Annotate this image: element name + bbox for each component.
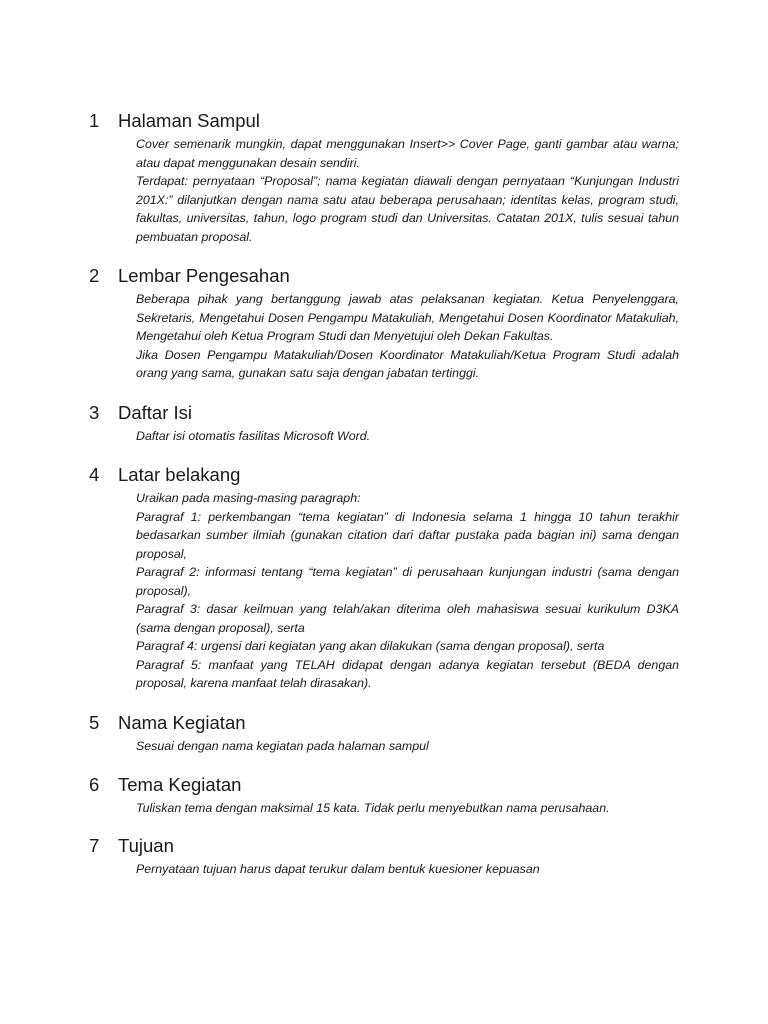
paragraph: Uraikan pada masing-masing paragraph:: [136, 491, 361, 505]
section-title: Tujuan: [118, 835, 174, 856]
section-latar-belakang: [0, 462, 768, 690]
paragraph: Tuliskan tema dengan maksimal 15 kata. Tidak perlu menyebutkan nama perusahaan.: [136, 801, 610, 815]
section-heading: [0, 108, 768, 134]
section-tujuan: [0, 833, 768, 876]
section-number: 3: [89, 402, 100, 423]
section-body: [136, 135, 679, 246]
section-body: [136, 799, 679, 818]
paragraph: Sesuai dengan nama kegiatan pada halaman sampul: [136, 739, 429, 753]
section-heading: [0, 263, 768, 289]
paragraph: Paragraf 1: perkembangan “tema kegiatan” di Indonesia selama 1 hingga 10 tahun terakhir bedasarkan sumber ilmiah (gunakan citation dari daftar pustaka pada bagian ini) sama dengan proposal,: [136, 509, 679, 561]
section-nama-kegiatan: [0, 710, 768, 753]
paragraph: Paragraf 2: informasi tentang “tema kegiatan” di perusahaan kunjungan industri (sama dengan proposal),: [136, 565, 679, 598]
section-body: [136, 860, 679, 879]
section-number: 5: [89, 712, 100, 733]
section-number: 1: [89, 110, 100, 131]
paragraph: Beberapa pihak yang bertanggung jawab atas pelaksanan kegiatan. Ketua Penyelenggara, Sekretaris, Mengetahui Dosen Pengampu Matakuliah, Mengetahui Dosen Koordinator Matakuliah, Mengetahui oleh Ketua Program Studi dan Menyetujui oleh Dekan Fakultas.: [136, 292, 679, 343]
section-number: 6: [89, 774, 100, 795]
section-tema-kegiatan: [0, 772, 768, 815]
section-title: Halaman Sampul: [118, 110, 260, 131]
section-body: [136, 489, 679, 693]
paragraph: Cover semenarik mungkin, dapat menggunakan Insert>> Cover Page, ganti gambar atau warna; atau dapat menggunakan desain sendiri.: [136, 137, 679, 170]
section-title: Nama Kegiatan: [118, 712, 246, 733]
section-daftar-isi: [0, 400, 768, 443]
section-number: 7: [89, 835, 100, 856]
section-title: Daftar Isi: [118, 402, 193, 423]
section-heading: [0, 710, 768, 736]
section-heading: [0, 833, 768, 859]
section-heading: [0, 400, 768, 426]
paragraph: Paragraf 3: dasar keilmuan yang telah/akan diterima oleh mahasiswa sesuai kurikulum D3KA (sama dengan proposal), serta: [136, 602, 679, 635]
paragraph: Paragraf 4: urgensi dari kegiatan yang akan dilakukan (sama dengan proposal), serta: [136, 639, 605, 653]
paragraph: Paragraf 5: manfaat yang TELAH didapat dengan adanya kegiatan tersebut (BEDA dengan proposal, karena manfaat telah dirasakan).: [136, 657, 679, 690]
section-title: Tema Kegiatan: [118, 774, 242, 795]
section-body: [136, 427, 679, 446]
paragraph: Pernyataan tujuan harus dapat terukur dalam bentuk kuesioner kepuasan: [136, 862, 540, 876]
section-title: Lembar Pengesahan: [118, 265, 290, 286]
section-halaman-sampul: [0, 108, 768, 244]
section-heading: [0, 462, 768, 488]
paragraph: Jika Dosen Pengampu Matakuliah/Dosen Koordinator Matakuliah/Ketua Program Studi adalah orang yang sama, gunakan satu saja dengan jabatan tertinggi.: [136, 347, 679, 380]
section-lembar-pengesahan: [0, 263, 768, 380]
paragraph: Terdapat: pernyataan “Proposal”; nama kegiatan diawali dengan pernyataan “Kunjungan Industri 201X:” dilanjutkan dengan nama satu atau beberapa perusahaan; identitas kelas, program studi, fakultas, universitas, tahun, logo program studi dan Universitas. Catatan 201X, tulis sesuai tahun pembuatan proposal.: [136, 174, 679, 244]
section-title: Latar belakang: [118, 464, 241, 485]
section-number: 2: [89, 265, 100, 286]
section-number: 4: [89, 464, 100, 485]
paragraph: Daftar isi otomatis fasilitas Microsoft Word.: [136, 429, 371, 443]
section-body: [136, 737, 679, 756]
section-body: [136, 290, 679, 383]
section-heading: [0, 772, 768, 798]
